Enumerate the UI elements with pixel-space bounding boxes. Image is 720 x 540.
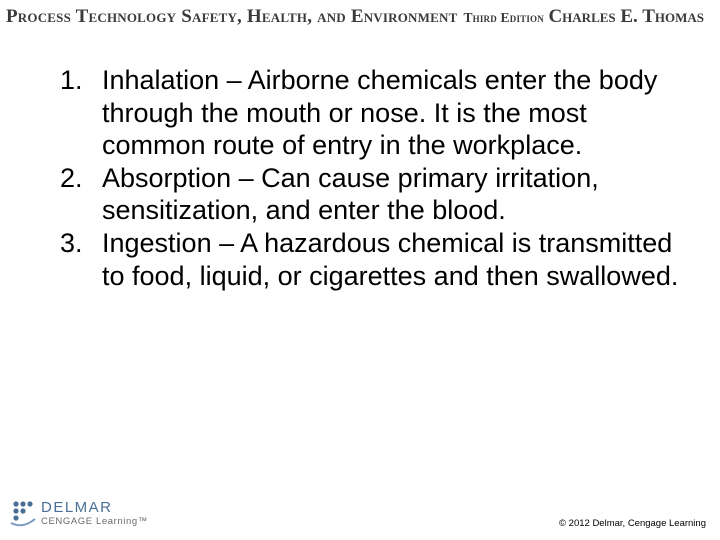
author-name: Charles E. Thomas bbox=[548, 6, 704, 27]
slide-body bbox=[60, 64, 680, 292]
logo-wordmark: DELMAR bbox=[41, 499, 113, 516]
list-item bbox=[60, 64, 680, 162]
routes-of-entry-list bbox=[60, 64, 680, 292]
list-item-text: Ingestion – A hazardous chemical is transmitted to food, liquid, or cigarettes and then swallowed. bbox=[102, 227, 679, 291]
copyright-notice: © 2012 Delmar, Cengage Learning bbox=[559, 518, 706, 529]
list-item-number: 2. bbox=[60, 162, 83, 193]
list-item-number: 1. bbox=[60, 65, 83, 95]
list-item bbox=[60, 162, 680, 227]
list-item-text: Absorption – Can cause primary irritation, sensitization, and enter the blood. bbox=[102, 162, 599, 226]
list-item-number: 3. bbox=[60, 227, 83, 258]
list-item bbox=[60, 227, 680, 292]
delmar-logo-icon bbox=[8, 499, 38, 527]
book-edition: Third Edition bbox=[463, 10, 544, 25]
slide-header bbox=[0, 0, 720, 34]
delmar-logo bbox=[8, 497, 148, 531]
book-title: Process Technology Safety, Health, and Environment bbox=[6, 6, 458, 27]
list-item-text: Inhalation – Airborne chemicals enter the body through the mouth or nose. It is the most common route of entry in the workplace. bbox=[102, 65, 658, 161]
book-title-block bbox=[6, 6, 544, 28]
logo-subtitle: CENGAGE Learning™ bbox=[41, 516, 148, 527]
